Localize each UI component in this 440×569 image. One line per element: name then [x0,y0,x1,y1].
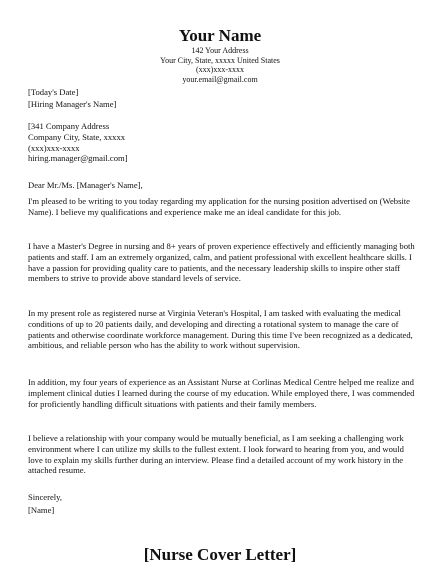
closing: Sincerely, [28,492,63,502]
sender-city: Your City, State, xxxxx United States [160,55,280,65]
document-title: [Nurse Cover Letter] [143,545,297,564]
body-paragraph-4: In addition, my four years of experience as an Assistant Nurse at Corlinas Medical Centre helped me realize and implement clinical duties I learned during the course of my education. While employed there, I was commended for proficiently handling difficult situations with patients and their family members. [28,377,415,409]
signature: [Name] [28,505,55,515]
body-paragraph-5: I believe a relationship with your company would be mutually beneficial, as I am seeking a challenging work environment where I can utilize my skills to the fullest extent. I look forward to hearing from you, and would love to explain my skills further during an interview. Please find a detailed account of my work history in the attached resume. [28,433,404,476]
sender-address: 142 Your Address [191,46,249,55]
letter-header [0,26,440,84]
recipient-phone: (xxx)xxx-xxxx [28,142,80,153]
salutation: Dear Mr./Ms. [Manager's Name], [28,180,143,190]
recipient-address: [341 Company Address [28,121,110,131]
sender-name: Your Name [178,26,262,45]
body-paragraph-3: In my present role as registered nurse at Virginia Veteran's Hospital, I am tasked with evaluating the medical conditions of up to 20 patients daily, and developing and directing a rotational system to manage the care of patients and otherwise coordinate workforce management. During this time I've been recognized as a dedicated, ambitious, and reliable person who has the ability to work without supervision. [28,308,413,351]
sender-email: your.email@gmail.com [182,74,258,84]
body-paragraph-2: I have a Master's Degree in nursing and 8+ years of proven experience effectively and efficiently managing both patients and staff. I am an extremely organized, calm, and patient professional with excellent healthcare skills. I have a passion for providing quality care to patients, and the necessary leadership skills to inspire other staff members to strive to provide above standard levels of service. [28,241,415,284]
recipient-city: Company City, State, xxxxx [28,131,126,142]
recipient-email: hiring.manager@gmail.com] [28,153,128,164]
date-line: [Today's Date] [28,87,79,97]
sender-phone: (xxx)xxx-xxxx [196,65,244,74]
body-paragraph-1: I'm pleased to be writing to you today regarding my application for the nursing position advertised on (Website Name). I believe my qualifications and experience make me an ideal candidate for this job. [28,196,410,217]
recipient-manager: [Hiring Manager's Name] [28,99,117,109]
recipient-block [28,121,416,164]
